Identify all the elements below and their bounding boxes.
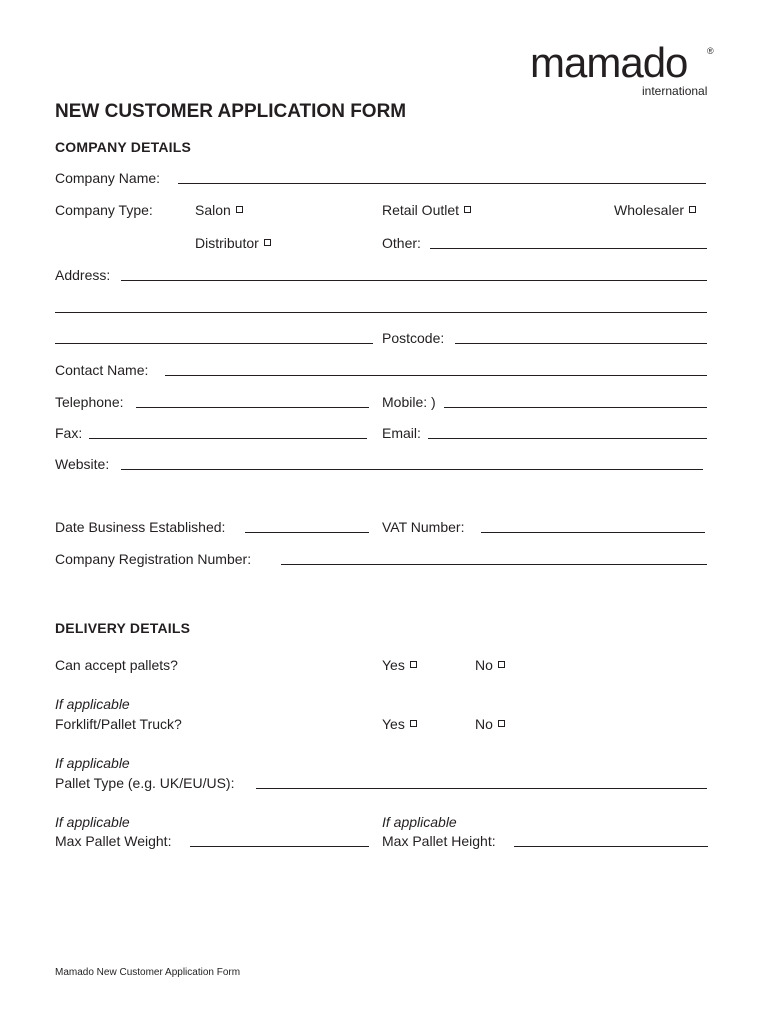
email-label: Email: <box>382 425 421 441</box>
type-other-field[interactable] <box>430 248 707 249</box>
type-wholesaler-label: Wholesaler <box>614 202 685 218</box>
pallet-type-field[interactable] <box>256 788 707 789</box>
forklift-yes-label: Yes <box>382 716 405 732</box>
vat-number-field[interactable] <box>481 532 705 533</box>
logo <box>530 40 716 100</box>
page-footer: Mamado New Customer Application Form <box>55 967 241 978</box>
website-label: Website: <box>55 456 110 472</box>
address-line-2-field[interactable] <box>55 312 707 313</box>
company-details-heading: COMPANY DETAILS <box>55 139 192 155</box>
type-salon-option[interactable] <box>195 202 243 218</box>
pallets-yes-label: Yes <box>382 657 405 673</box>
registration-number-label: Company Registration Number: <box>55 551 252 567</box>
company-type-label: Company Type: <box>55 202 153 218</box>
forklift-no-checkbox[interactable] <box>498 720 505 727</box>
forklift-yes-option[interactable] <box>382 716 417 732</box>
max-height-field[interactable] <box>514 846 708 847</box>
email-field[interactable] <box>428 438 707 439</box>
company-name-label: Company Name: <box>55 170 161 186</box>
type-salon-checkbox[interactable] <box>236 206 243 213</box>
registration-number-field[interactable] <box>281 564 707 565</box>
postcode-label: Postcode: <box>382 330 445 346</box>
type-retail-checkbox[interactable] <box>464 206 471 213</box>
type-distributor-option[interactable] <box>195 235 271 251</box>
contact-name-label: Contact Name: <box>55 362 149 378</box>
type-other-label: Other: <box>382 235 421 251</box>
max-weight-label: Max Pallet Weight: <box>55 833 172 849</box>
type-distributor-label: Distributor <box>195 235 259 251</box>
type-distributor-checkbox[interactable] <box>264 239 271 246</box>
form-title: NEW CUSTOMER APPLICATION FORM <box>55 101 407 122</box>
address-line-3-field[interactable] <box>55 343 373 344</box>
company-name-field[interactable] <box>178 183 706 184</box>
pallet-type-if-applicable-note: If applicable <box>55 755 130 771</box>
address-line-1-field[interactable] <box>121 280 707 281</box>
max-weight-field[interactable] <box>190 846 369 847</box>
max-height-if-applicable-note: If applicable <box>382 814 457 830</box>
vat-number-label: VAT Number: <box>382 519 465 535</box>
telephone-label: Telephone: <box>55 394 124 410</box>
type-wholesaler-checkbox[interactable] <box>689 206 696 213</box>
website-field[interactable] <box>121 469 703 470</box>
mobile-label: Mobile: ) <box>382 394 436 410</box>
type-wholesaler-option[interactable] <box>614 202 696 218</box>
address-label: Address: <box>55 267 111 283</box>
type-salon-label: Salon <box>195 202 231 218</box>
logo-subtitle: international <box>642 84 708 98</box>
date-established-field[interactable] <box>245 532 369 533</box>
fax-label: Fax: <box>55 425 83 441</box>
forklift-if-applicable-note: If applicable <box>55 696 130 712</box>
forklift-yes-checkbox[interactable] <box>410 720 417 727</box>
forklift-question: Forklift/Pallet Truck? <box>55 716 182 732</box>
max-height-label: Max Pallet Height: <box>382 833 496 849</box>
date-established-label: Date Business Established: <box>55 519 226 535</box>
type-retail-option[interactable] <box>382 202 471 218</box>
contact-name-field[interactable] <box>165 375 707 376</box>
pallets-yes-option[interactable] <box>382 657 417 673</box>
logo-wordmark: mamado <box>530 39 688 86</box>
logo-registered-mark: ® <box>707 46 714 56</box>
max-weight-if-applicable-note: If applicable <box>55 814 130 830</box>
telephone-field[interactable] <box>136 407 369 408</box>
forklift-no-option[interactable] <box>475 716 505 732</box>
delivery-details-heading: DELIVERY DETAILS <box>55 620 191 636</box>
pallets-no-label: No <box>475 657 493 673</box>
pallets-no-option[interactable] <box>475 657 505 673</box>
pallet-type-label: Pallet Type (e.g. UK/EU/US): <box>55 775 235 791</box>
pallets-no-checkbox[interactable] <box>498 661 505 668</box>
forklift-no-label: No <box>475 716 493 732</box>
fax-field[interactable] <box>89 438 367 439</box>
type-retail-label: Retail Outlet <box>382 202 460 218</box>
mobile-field[interactable] <box>444 407 707 408</box>
pallets-yes-checkbox[interactable] <box>410 661 417 668</box>
postcode-field[interactable] <box>455 343 707 344</box>
pallets-question: Can accept pallets? <box>55 657 178 673</box>
